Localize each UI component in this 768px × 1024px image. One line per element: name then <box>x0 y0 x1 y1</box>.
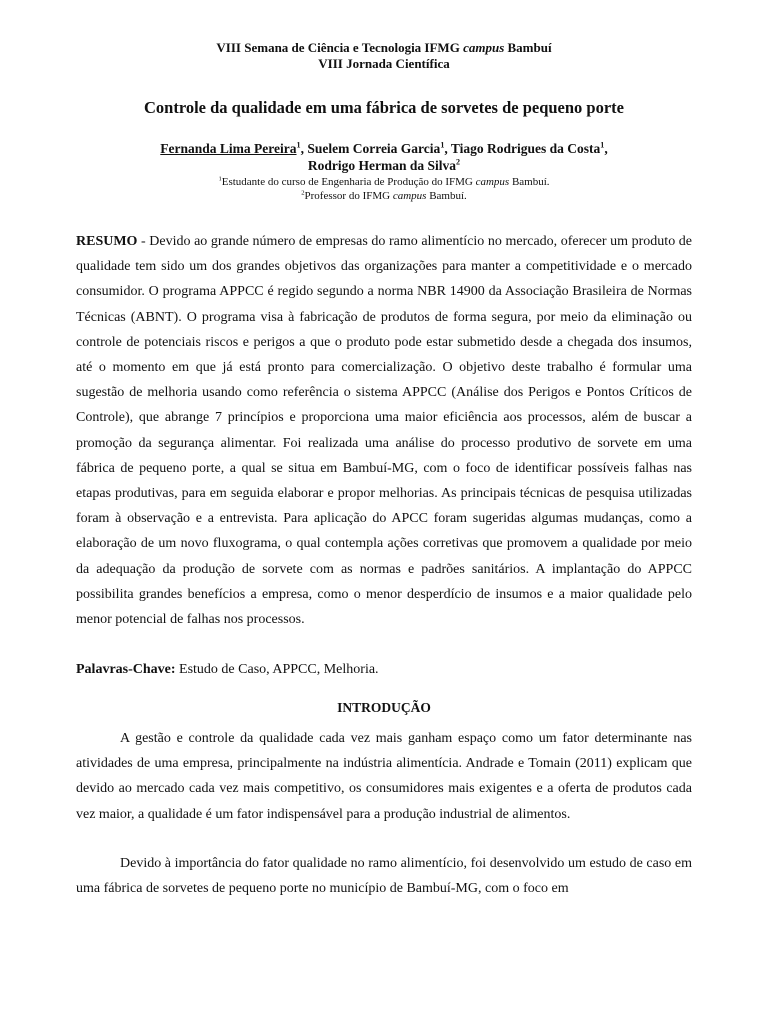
event-header-line1: VIII Semana de Ciência e Tecnologia IFMG campus Bambuí <box>216 40 552 55</box>
affiliation-1: $^1$Estudante do curso de Engenharia de Produção do IFMG campus Bambuí. <box>218 175 550 188</box>
author-affiliation-mark: 1 <box>440 140 445 150</box>
section-heading-introduction: INTRODUÇÃO <box>337 700 431 715</box>
author-name: Suelem Correia Garcia <box>307 141 441 156</box>
author-affiliation-mark: 1 <box>296 140 301 150</box>
keywords-label: Palavras-Chave: <box>76 662 176 677</box>
abstract-paragraph <box>76 229 692 632</box>
affiliation-2: $^2$Professor do IFMG campus Bambuí. <box>301 189 467 202</box>
author-affiliation-mark: 2 <box>456 157 461 167</box>
author-name: Tiago Rodrigues da Costa <box>450 141 601 156</box>
abstract-label: RESUMO <box>76 234 138 249</box>
paper-title: Controle da qualidade em uma fábrica de sorvetes de pequeno porte <box>143 98 624 117</box>
event-header <box>0 40 768 72</box>
author-line-1: Fernanda Lima Pereira$^1$, Suelem Correia Garcia$^1$, Tiago Rodrigues da Costa$^1$, <box>160 140 608 156</box>
keywords <box>76 660 692 680</box>
author-line-2 <box>0 157 768 174</box>
keywords-text: Estudo de Caso, APPCC, Melhoria. <box>175 662 379 677</box>
author-name: Fernanda Lima Pereira <box>160 141 297 156</box>
author-affiliation-mark: 1 <box>600 140 605 150</box>
introduction-paragraph-1: A gestão e controle da qualidade cada vez mais ganham espaço como um fator determinante nas atividades de uma empresa, principalmente na indústria alimentícia. Andrade e Tomain (2011) explicam que devido ao mercado cada vez mais competitivo, os consumidores mais exigentes e a oferta de produtos cada vez maior, a qualidade é um fator indispensável para a produção industrial de alimentos. <box>76 731 692 822</box>
author-list <box>0 140 768 174</box>
event-header-line2: VIII Jornada Científica <box>318 56 450 71</box>
abstract-text: - Devido ao grande número de empresas do ramo alimentício no mercado, oferecer um produto de qualidade tem sido um dos grandes objetivos das organizações para manter a competitividade e o mercado consumidor. O programa APPCC é regido segundo a norma NBR 14900 da Associação Brasileira de Normas Técnicas (ABNT). O programa visa à fabricação de produtos de forma segura, por meio da eliminação ou controle de potenciais riscos e perigos a que o produto pode estar submetido desde a chegada dos insumos, até o momento em que já está pronto para comercialização. O objetivo deste trabalho é formular uma sugestão de melhoria usando como referência o sistema APPCC (Análise dos Perigos e Pontos Críticos de Controle), que abrange 7 princípios e proporciona uma maior eficiência aos processos, além de buscar a promoção da segurança alimentar. Foi realizada uma análise do processo produtivo de sorvete em uma fábrica de pequeno porte, a qual se situa em Bambuí-MG, com o foco de identificar possíveis falhas nas etapas produtivas, para em seguida elaborar e propor melhorias. As principais técnicas de pesquisa utilizadas foram à observação e a entrevista. Para aplicação do APCC foram sugeridas algumas mudanças, como a elaboração de um novo fluxograma, o qual contempla ações corretivas que promovem a qualidade por meio da adequação da produção de sorvete com as normas e padrões sanitários. A implantação do APPCC possibilita grandes benefícios a empresa, como o menor desperdício de insumos e a maior qualidade pelo menor potencial de falhas nos processos. <box>76 234 692 628</box>
author-name: Rodrigo Herman da Silva <box>307 158 457 173</box>
introduction-paragraph-2: Devido à importância do fator qualidade no ramo alimentício, foi desenvolvido um estudo de caso em uma fábrica de sorvetes de pequeno porte no município de Bambuí-MG, com o foco em <box>76 856 692 897</box>
